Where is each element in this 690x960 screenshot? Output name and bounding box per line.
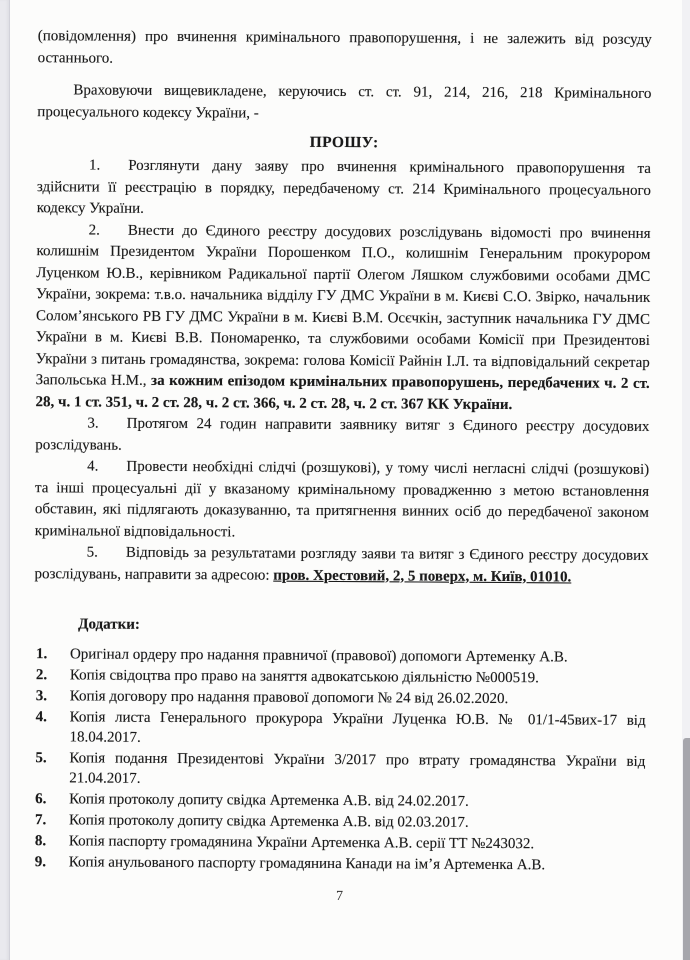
attachment-text: Копія договору про надання правової допомоги № 24 від 26.02.2020.: [69, 688, 509, 708]
attachments-list: [33, 644, 648, 876]
attachment-number: 1.: [35, 646, 48, 663]
request-item-5: [34, 542, 648, 589]
request-item-2: [35, 220, 650, 417]
request-emphasis: за кожним епізодом кримінальних правопорушень, передбачених ч. 2 ст. 28, ч. 1 ст. 351, ч. 2 ст. 28, ч. 2 ст. 366, ч. 2 ст. 28, ч. 2 ст. 367 КК України.: [35, 372, 650, 413]
attachment-item: [33, 852, 647, 876]
attachment-text: Копія анульованого паспорту громадянина Канади на ім’я Артеменка А.В.: [68, 854, 546, 874]
attachment-number: 3.: [35, 688, 48, 705]
attachment-item: [33, 707, 647, 751]
request-number: 2.: [88, 221, 100, 239]
attachment-number: 8.: [34, 833, 47, 850]
request-text: Розглянути дану заяву про вчинення кримінального правопорушення та здійснити її реєстрацію в порядку, передбаченому ст. 214 Кримінального процесуального кодексу України.: [36, 157, 652, 217]
request-text: Відповідь за результатами розгляду заяви та витяг з Єдиного реєстру досудових розслідувань, направити за адресою:: [34, 544, 649, 584]
attachment-item: [34, 665, 648, 689]
attachment-number: 2.: [35, 667, 48, 684]
request-item-3: [35, 413, 649, 460]
paragraph-preamble: Враховуючи вищевикладене, керуючись ст. ст. 91, 214, 216, 218 Кримінального процесуального кодексу України, -: [37, 82, 652, 122]
attachment-number: 9.: [34, 854, 47, 871]
attachments-title: Додатки:: [78, 616, 140, 633]
attachment-item: [33, 789, 647, 813]
section-heading-proshu: ПРОШУ:: [309, 133, 379, 152]
attachment-item: [33, 810, 647, 834]
request-text: Провести необхідні слідчі (розшукові), у тому числі негласні слідчі (розшукові) та інші процесуальні дії у вказаному кримінальному провадженню з метою встановлення обставин, які підлягають доказуванню, та притягнення винних осіб до передбаченої законом кримінальної відповідальності.: [34, 458, 650, 540]
request-number: 1.: [88, 157, 101, 174]
attachment-text: Копія свідоцтва про право на заняття адвокатською діяльністю №000519.: [69, 667, 539, 687]
attachment-number: 4.: [35, 709, 47, 726]
attachment-number: 6.: [35, 791, 47, 808]
attachment-item: [33, 748, 647, 792]
attachment-item: [33, 831, 647, 855]
request-text: Внести до Єдиного реєстру досудових розслідувань відомості про вчинення колишнім Президентом України Порошенком П.О., колишнім Генеральним прокурором Луценком Ю.В., керівником Радикальної партії Олегом Ляшком службовими особами ДМС України, зокрема: т.в.о. начальника відділу ГУ ДМС України в м. Києві С.О. Звірко, начальник Солом’янського РВ ГУ ДМС України в м. Києві В.М. Осєчкін, заступник начальника ГУ ДМС України в м. Києві В.В. Пономаренко, та службовими особами Комісії при Президентові України з питань громадянства, зокрема: голова Комісії Райнін І.Л. та відповідальний секретар Запольська Н.М.,: [35, 222, 651, 389]
paragraph-continuation: (повідомлення) про вчинення кримінального правопорушення, і не залежить від розсуду останнього.: [37, 28, 652, 67]
attachment-number: 5.: [35, 750, 47, 767]
request-number: 5.: [86, 544, 98, 561]
attachment-number: 7.: [34, 812, 47, 829]
attachment-text: Копія паспорту громадянина України Артеменка А.В. серії ТТ №243032.: [68, 833, 535, 853]
document-body: [4, 0, 682, 960]
page-number: 7: [335, 889, 344, 905]
request-text: Протягом 24 годин направити заявнику витяг з Єдиного реєстру досудових розслідувань.: [35, 415, 650, 454]
attachment-text: Копія листа Генерального прокурора України Луценка Ю.В. № 01/1-45вих-17 від 18.04.2017.: [69, 709, 646, 746]
request-item-1: [37, 155, 651, 223]
viewer-scrollbar-track[interactable]: [682, 0, 690, 960]
request-number: 4.: [87, 458, 99, 475]
request-item-4: [35, 456, 650, 546]
attachment-text: Копія протоколу допиту свідка Артеменка А.В. від 24.02.2017.: [69, 791, 469, 810]
attachment-item: [34, 686, 648, 710]
attachment-text: Оригінал ордеру про надання правничої (правової) допомоги Артеменку А.В.: [69, 646, 568, 666]
attachment-item: [34, 644, 648, 668]
viewer-scrollbar-thumb[interactable]: [683, 738, 690, 960]
request-address-emphasis: пров. Хрестовий, 2, 5 поверх, м. Київ, 01010.: [273, 567, 572, 585]
request-number: 3.: [87, 415, 99, 432]
attachment-text: Копія подання Президентові України 3/2017 про втрату громадянства України від 21.04.2017.: [69, 750, 646, 787]
attachment-text: Копія протоколу допиту свідка Артеменка А.В. від 02.03.2017.: [68, 812, 469, 831]
